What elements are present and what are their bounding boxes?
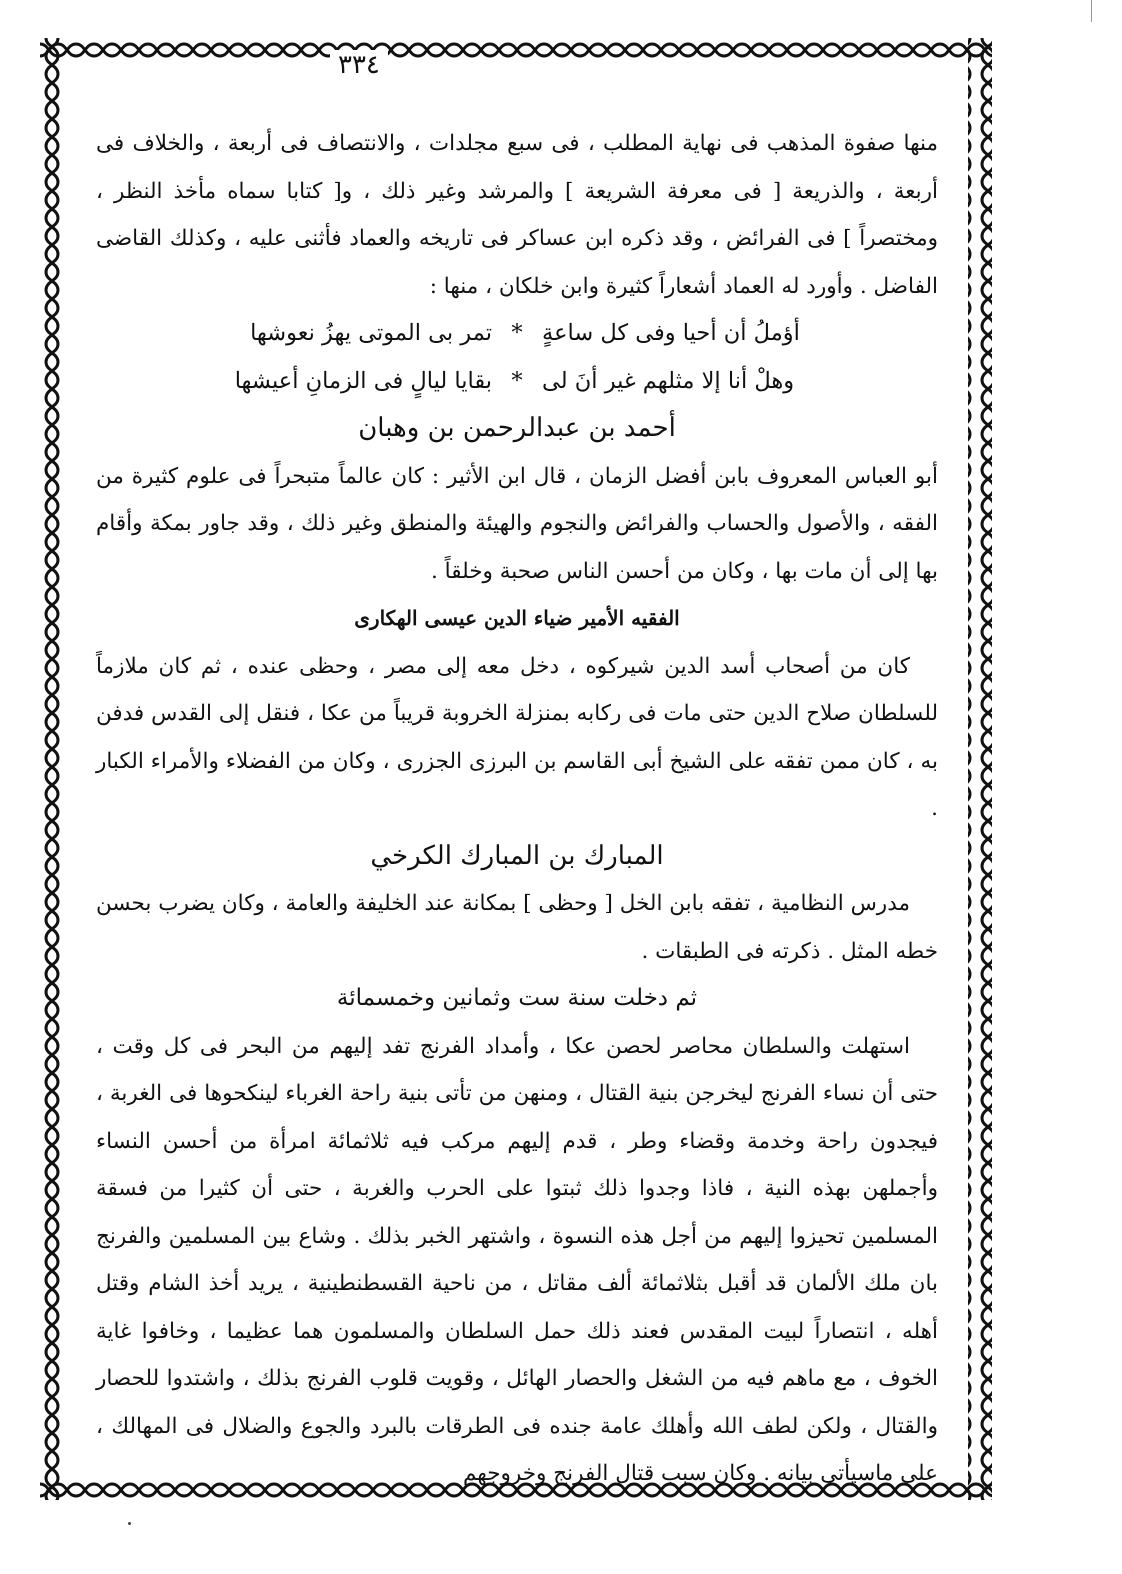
section-heading: ثم دخلت سنة ست وثمانين وخمسمائة — [336, 985, 698, 1011]
section-heading: الفقيه الأمير ضياء الدين عيسى الهكارى — [354, 606, 680, 630]
paragraph: مدرس النظامية ، تفقه بابن الخل [ وحظى ] بمكانة عند الخليفة والعامة ، وكان يضرب بحسن خطه المثل . ذكرته فى الطبقات . — [96, 891, 938, 964]
section-heading: المبارك بن المبارك الكرخي — [370, 840, 664, 871]
paragraph: منها صفوة المذهب فى نهاية المطلب ، فى سبع مجلدات ، والانتصاف فى أربعة ، والخلاف فى أربعة ، والذريعة [ فى معرفة الشريعة ] والمرشد وغير ذلك ، و[ كتابا سماه مأخذ النظر ، ومختصراً ] فى الفرائض ، وقد ذكره ابن عساكر فى تاريخه والعماد فأثنى عليه ، وكذلك القاضى الفاضل . وأورد له العماد أشعاراً كثيرة وابن خلكان ، منها : — [96, 131, 938, 299]
page-number: ٣٣٤ — [330, 50, 388, 80]
paragraph: كان من أصحاب أسد الدين شيركوه ، دخل معه إلى مصر ، وحظى عنده ، ثم كان ملازماً للسلطان صلاح الدين حتى مات فى ركابه بمنزلة الخروبة قريباً من عكا ، فنقل إلى القدس فدفن به ، كان ممن تفقه على الشيخ أبى القاسم بن البرزى الجزرى ، وكان من الفضلاء والأمراء الكبار . — [96, 653, 938, 821]
page-body — [96, 120, 938, 1486]
verse-separator: * — [511, 320, 523, 346]
verse-first-hemistich: وهلْ أنا إلا مثلهم غير أنَ لى — [542, 367, 795, 394]
paragraph: أبو العباس المعروف بابن أفضل الزمان ، قال ابن الأثير : كان عالماً متبحراً فى علوم كثيرة من الفقه ، والأصول والحساب والفرائض والنجوم والهيئة والمنطق وغير ذلك ، وقد جاور بمكة وأقام بها إلى أن مات بها ، وكان من أحسن الناس صحبة وخلقاً . — [96, 463, 938, 584]
poem-verse — [96, 358, 938, 406]
scan-speck — [128, 1522, 131, 1525]
verse-separator: * — [511, 367, 523, 394]
verse-second-hemistich: بقايا ليالٍ فى الزمانِ أعيشها — [234, 367, 492, 394]
verse-second-hemistich: تمر بى الموتى يهزُ نعوشها — [250, 320, 492, 346]
page-edge-mark — [1091, 0, 1092, 22]
verse-first-hemistich: أؤملُ أن أحيا وفى كل ساعةٍ — [542, 320, 800, 346]
section-heading: أحمد بن عبدالرحمن بن وهبان — [358, 413, 676, 443]
poem-verse — [96, 310, 938, 358]
paragraph: استهلت والسلطان محاصر لحصن عكا ، وأمداد الفرنج تفد إليهم من البحر فى كل وقت ، حتى أن نساء الفرنج ليخرجن بنية القتال ، ومنهن من تأتى بنية راحة الغرباء لينكحوها فى الغربة ، فيجدون راحة وخدمة وقضاء وطر ، قدم إليهم مركب فيه ثلاثمائة امرأة من أحسن النساء وأجملهن بهذه النية ، فاذا وجدوا ذلك ثبتوا على الحرب والغربة ، حتى أن كثيرا من فسقة المسلمين تحيزوا إليهم من أجل هذه النسوة ، واشتهر الخبر بذلك . وشاع بين المسلمين والفرنج بان ملك الألمان قد أقبل بثلاثمائة ألف مقاتل ، من ناحية القسطنطينية ، يريد أخذ الشام وقتل أهله ، انتصاراً لبيت المقدس فعند ذلك حمل السلطان والمسلمون هما عظيما ، وخافوا غاية الخوف ، مع ماهم فيه من الشغل والحصار الهائل ، وقويت قلوب الفرنج بذلك ، واشتدوا للحصار والقتال ، ولكن لطف الله وأهلك عامة جنده فى الطرقات بالبرد والجوع والضلال فى المهالك ، على ماسيأتى بيانه . وكان سبب قتال الفرنج وخروجهم — [96, 1033, 938, 1486]
